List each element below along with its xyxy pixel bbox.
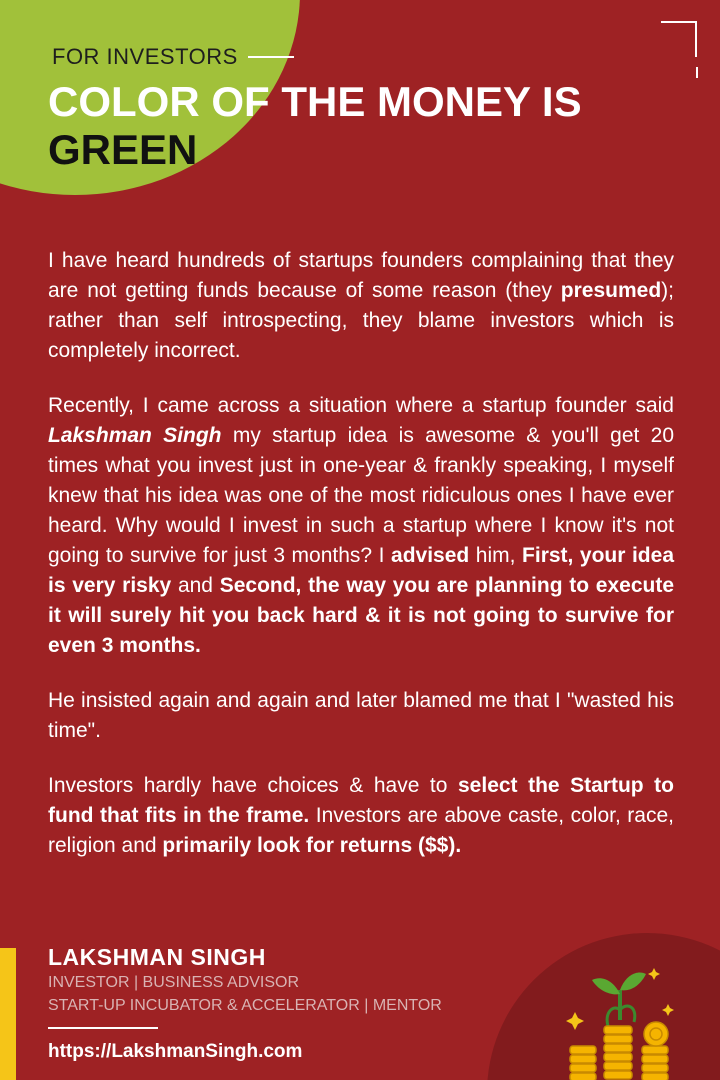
corner-tick-decoration — [696, 67, 698, 78]
article-body — [48, 246, 674, 886]
p1-text-1: I have heard hundreds of startups founders complaining that they are not getting funds because of some reason (they — [48, 249, 674, 302]
author-divider — [48, 1027, 158, 1029]
p2-bold-3: Second, the way you are planning to execute it will surely hit you back hard & it is not going to survive for even 3 months. — [48, 574, 675, 657]
author-role-1: INVESTOR | BUSINESS ADVISOR — [48, 974, 300, 991]
corner-bracket-icon — [661, 21, 697, 57]
p2-text-2: my startup idea is awesome & you'll get 20 times what you invest just in one-year & frankly speaking, I myself knew that his idea was one of the most ridiculous ones I have ever heard. Why would I invest in such a startup where I know it's not going to survive for just 3 months? I — [48, 424, 674, 567]
p3-text-1: He insisted again and again and later blamed me that I "wasted his time". — [48, 689, 674, 742]
p2-text-1: Recently, I came across a situation where a startup founder said — [48, 394, 674, 417]
paragraph-1 — [48, 246, 674, 366]
paragraph-3 — [48, 686, 674, 746]
p4-text-1: Investors hardly have choices & have to — [48, 774, 458, 797]
title-part-3: GREEN — [48, 126, 198, 173]
paragraph-2 — [48, 391, 674, 661]
author-block — [48, 944, 442, 1063]
money-growth-icon — [562, 960, 692, 1080]
yellow-accent-bar — [0, 948, 16, 1080]
page-title — [48, 78, 688, 174]
kicker-line — [248, 56, 294, 58]
author-role-2: START-UP INCUBATOR & ACCELERATOR | MENTOR — [48, 997, 442, 1014]
author-website-link[interactable]: https://LakshmanSingh.com — [48, 1041, 303, 1062]
author-name: LAKSHMAN SINGH — [48, 944, 266, 970]
p1-text-2: ); rather than self introspecting, they blame investors which is completely incorrect. — [48, 279, 674, 362]
p4-bold-1: select the Startup to fund that fits in the frame. — [48, 774, 674, 827]
p2-text-4: and — [171, 574, 220, 597]
paragraph-4 — [48, 771, 674, 861]
p1-bold-1: presumed — [560, 279, 662, 302]
kicker — [52, 44, 294, 70]
title-part-1: COLOR OF — [48, 78, 282, 125]
p4-text-2: Investors are above caste, color, race, religion and — [48, 804, 674, 857]
p2-bold-2: First, your idea is very risky — [48, 544, 674, 597]
title-part-2: THE MONEY IS — [281, 78, 582, 125]
p2-bold-1: advised — [391, 544, 470, 567]
p2-name: Lakshman Singh — [48, 424, 222, 447]
p2-text-3: him, — [469, 544, 523, 567]
kicker-text: FOR INVESTORS — [52, 44, 238, 69]
p4-bold-2: primarily look for returns ($$). — [162, 834, 462, 857]
